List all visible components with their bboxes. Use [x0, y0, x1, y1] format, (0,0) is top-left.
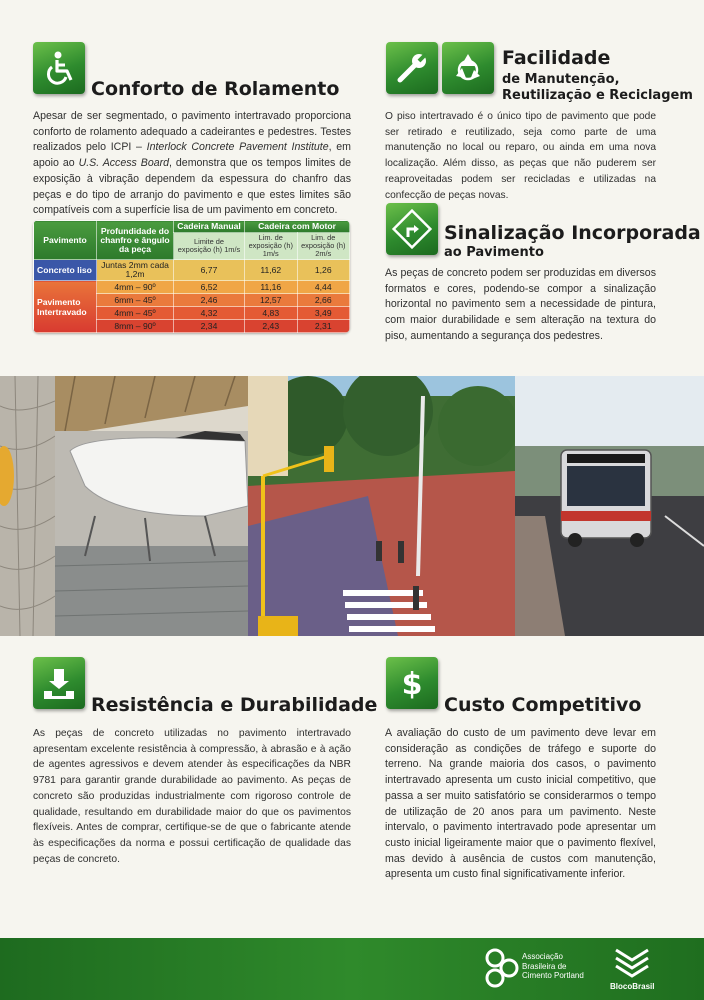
resistencia-title: Resistência e Durabilidade: [91, 694, 378, 716]
dollar-icon: [386, 657, 438, 709]
th-manual-sub: Limite de exposição (h) 1m/s: [174, 233, 245, 260]
row-manual: 2,46: [174, 294, 245, 307]
row-manual: 6,52: [174, 281, 245, 294]
facilidade-subtitle-1: de Manutenção,: [502, 72, 620, 87]
row-group: Concreto liso: [34, 260, 97, 281]
row-manual: 6,77: [174, 260, 245, 281]
th-motor2-sub: Lim. de exposição (h) 2m/s: [297, 233, 350, 260]
footer-bar: [0, 938, 704, 1000]
custo-text: A avaliação do custo de um pavimento deve levar em consideração as condições de tráfego e suporte do terreno. Na grande maioria dos casos, o pavimento intertravado apresenta um custo inicial competitivo, que passa a ser muito satisfatório se considerarmos o tempo de utilização de 20 anos para um pavimento. Neste intervalo, o pavimento intertravado pode apresentar um custo inicial ligeiramente maior que o pavimento flexível, mas devido à ausência de custos com manutenção, apresenta um custo final significativamente inferior.: [385, 727, 656, 881]
row-spec: 4mm – 45º: [97, 307, 174, 320]
recycle-icon: [442, 42, 494, 94]
blocobrasil-logo: [612, 942, 652, 980]
table-row: [34, 260, 350, 281]
photo-boat: [55, 376, 248, 636]
load-icon: [33, 657, 85, 709]
row-motor2: 1,26: [297, 260, 350, 281]
row-motor2: 2,31: [297, 320, 350, 333]
resistencia-text: As peças de concreto utilizadas no pavimento intertravado apresentam excelente resistência à compressão, à abrasão e à ação de agentes agressivos e devem atender às especificações da NBR 9781 para garantir grande durabilidade ao pavimento. As peças de concreto são produzidas industrialmente com rigoroso controle de qualidade, resultando em durabilidade maior do que os pavimentos flexíveis. Antes de comprar, certifique-se de que o fabricante atende às especificações da norma e possui certificação de qualidade das peças de concreto.: [33, 728, 351, 865]
wheelchair-icon: [33, 42, 85, 94]
photo-bus: [515, 376, 704, 636]
photo-pavers: [0, 376, 55, 636]
conforto-title: Conforto de Rolamento: [91, 78, 340, 100]
row-motor2: 4,44: [297, 281, 350, 294]
facilidade-text: O piso intertravado é o único tipo de pavimento que pode ser retirado e reutilizado, seja como parte de uma manutenção no local ou reparo, ou ainda em uma nova localização. Além disso, as peças que não puderem ser reaproveitadas podem ser recicladas e utilizadas na confecção de peças novas.: [385, 111, 656, 201]
blocobrasil-name: BlocoBrasil: [610, 982, 655, 991]
custo-title: Custo Competitivo: [444, 694, 642, 716]
row-spec: 6mm – 45º: [97, 294, 174, 307]
abcp-name: Associação Brasileira de Cimento Portland: [522, 952, 584, 980]
row-manual: 4,32: [174, 307, 245, 320]
conforto-text: Apesar de ser segmentado, o pavimento intertravado proporciona conforto de rolamento adequado a cadeirantes e pedestres. Testes realizados pelo ICPI – Interlock Concrete Pavement Institute, em apoio ao U.S. Access Board, demonstra que os tempos limites de exposição à vibração dependem da espessura do chanfro das peças e do tipo de arranjo do pavimento e que estes limites são compatíveis com a superfície lisa de um pavimento em concreto.: [33, 110, 352, 217]
photo-crosswalk: [248, 376, 515, 636]
th-manual: Cadeira Manual: [174, 221, 245, 233]
row-motor1: 2,43: [245, 320, 298, 333]
th-motor1-sub: Lim. de exposição (h) 1m/s: [245, 233, 298, 260]
row-motor1: 11,16: [245, 281, 298, 294]
road-sign-icon: [386, 203, 438, 255]
sinalizacao-text: As peças de concreto podem ser produzidas em diversos formatos e cores, podendo-se compor a sinalização horizontal no pavimento sem a necessidade de pintura, com maior durabilidade e sem alteração na textura do piso, aumentando a segurança dos pedestres.: [385, 267, 656, 342]
row-spec: 4mm – 90º: [97, 281, 174, 294]
svg-text:$: $: [401, 667, 423, 702]
row-motor2: 3,49: [297, 307, 350, 320]
row-manual: 2,34: [174, 320, 245, 333]
row-motor1: 11,62: [245, 260, 298, 281]
row-spec: Juntas 2mm cada 1,2m: [97, 260, 174, 281]
sinalizacao-title: Sinalização Incorporada: [444, 222, 701, 244]
abcp-logo: [484, 946, 520, 990]
sinalizacao-subtitle: ao Pavimento: [444, 245, 544, 260]
table-row: [34, 281, 350, 294]
vibration-table: [33, 220, 350, 333]
row-group: Pavimento Intertravado: [34, 281, 97, 333]
wrench-icon: [386, 42, 438, 94]
row-motor1: 4,83: [245, 307, 298, 320]
th-pavimento: Pavimento: [34, 221, 97, 260]
facilidade-title: Facilidade: [502, 47, 611, 69]
row-spec: 8mm – 90º: [97, 320, 174, 333]
row-motor2: 2,66: [297, 294, 350, 307]
th-profundidade: Profundidade do chanfro e ângulo da peça: [97, 221, 174, 260]
th-motor: Cadeira com Motor: [245, 221, 350, 233]
row-motor1: 12,57: [245, 294, 298, 307]
facilidade-subtitle-2: Reutilização e Reciclagem: [502, 88, 693, 103]
